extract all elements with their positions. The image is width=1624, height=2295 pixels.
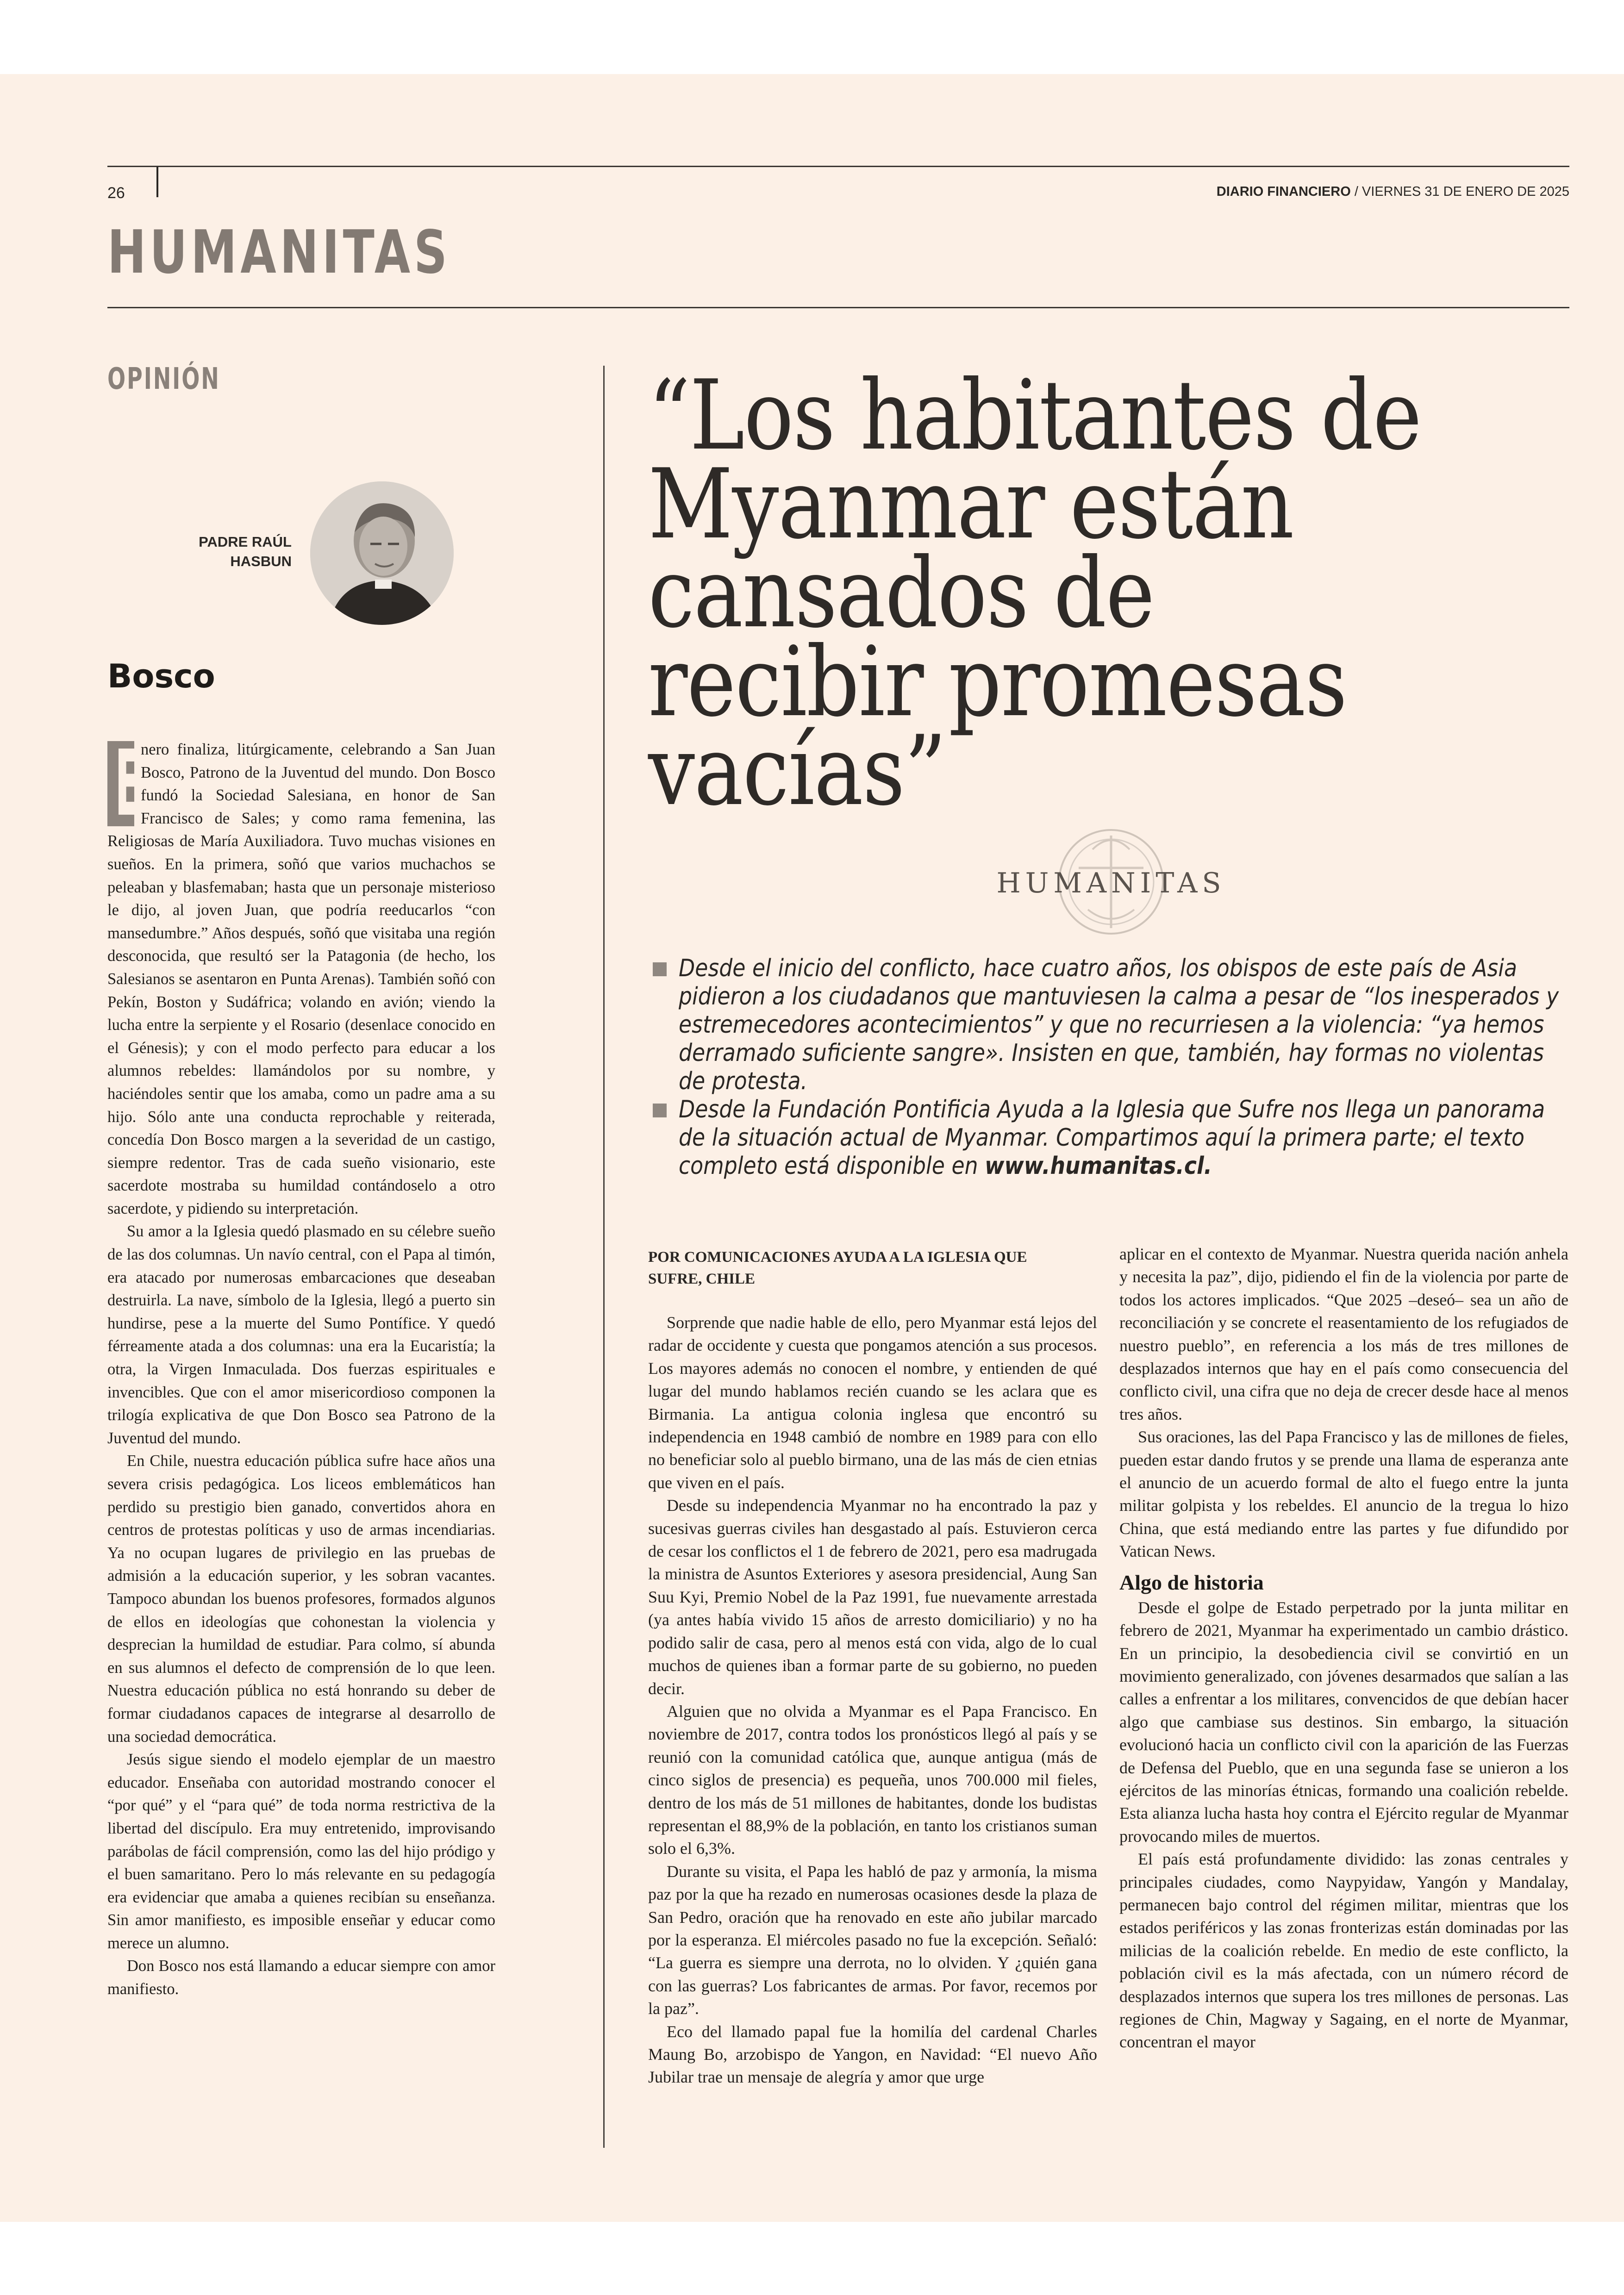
article-column-2	[1119, 1243, 1568, 2054]
column-divider	[603, 366, 605, 2148]
author-name-line2: HASBUN	[230, 553, 292, 569]
author-photo	[310, 481, 454, 625]
summary-bullets	[653, 954, 1574, 1180]
article-paragraph: Alguien que no olvida a Myanmar es el Papa Francisco. En noviembre de 2017, contra todos los pronósticos llegó al país y se reunió con la comunidad católica que, aunque antigua (más de cinco siglos de presencia) es pequeña, unos 700.000 mil fieles, dentro de los más de 51 millones de habitantes, donde los budistas representan el 88,9% de la población, en tanto los cristianos suman solo el 6,3%.	[648, 1702, 1097, 1858]
article-paragraph: Durante su visita, el Papa les habló de paz y armonía, la misma paz por la que ha rezado en numerosas ocasiones desde la plaza de San Pedro, oración que ha renovado en este año jubilar marcado por la esperanza. El miércoles pasado no fue la excepción. Señaló: “La guerra es siempre una derrota, no lo olviden. Y ¿quién gana con las guerras? Los fabricantes de armas. Por favor, recemos por la paz”.	[648, 1862, 1097, 2018]
summary-bullet-text-body: Desde la Fundación Pontificia Ayuda a la Iglesia que Sufre nos llega un panorama de la situación actual de Myanmar. Compartimos aquí la primera parte; el texto completo está disponible en	[679, 1096, 1545, 1180]
article-paragraph: Eco del llamado papal fue la homilía del cardenal Charles Maung Bo, arzobispo de Yangon, en Navidad: “El nuevo Año Jubilar trae un mensaje de alegría y amor que urge	[648, 2022, 1097, 2087]
opinion-title: Bosco	[107, 657, 215, 695]
article-subhead: Algo de historia	[1119, 1570, 1264, 1594]
summary-bullet	[653, 954, 1574, 1096]
masthead-name: DIARIO FINANCIERO	[1216, 184, 1351, 199]
humanitas-logo-text: HUMANITAS	[996, 867, 1226, 899]
article-paragraph: Sus oraciones, las del Papa Francisco y las de millones de fieles, pueden estar dando frutos y se prende una llama de esperanza ante el anuncio de un acuerdo formal de alto el fuego entre la junta militar golpista y los rebeldes. El anuncio de la tregua lo hizo China, que está mediando entre las partes y fue difundido por Vatican News.	[1119, 1428, 1568, 1561]
opinion-paragraph: Su amor a la Iglesia quedó plasmado en su célebre sueño de las dos columnas. Un navío central, con el Papa al timón, era atacado por numerosas embarcaciones que deseaban destruirla. La nave, símbolo de la Iglesia, llegó a puerto sin hundirse, pese a la muerte del Sumo Pontífice. Y quedó férreamente atada a dos columnas: una era la Eucaristía; la otra, la Virgen Inmaculada. Dos fuerzas espirituales e invencibles. Que con el amor misericordioso componen la trilogía explicativa de que Don Bosco sea Patrono de la Juventud del mundo.	[107, 1222, 495, 1447]
opinion-paragraph: En Chile, nuestra educación pública sufre hace años una severa crisis pedagógica. Los liceos emblemáticos han perdido su prestigio bien ganado, convertidos ahora en centros de protestas políticas y uso de armas incendiarias. Ya no ocupan lugares de privilegio en las pruebas de admisión a la educación superior, y les sobran vacantes. Tampoco abundan los buenos profesores, formados algunos de ellos en ideologías que cohonestan la violencia y desprecian la humildad de estudiar. Para colmo, sí abunda en sus alumnos el defecto de comprensión de lo que leen. Nuestra educación pública no está honrando su deber de formar ciudadanos capaces de integrarse al desarrollo de una sociedad democrática.	[107, 1452, 495, 1746]
opinion-label: OPINIÓN	[107, 362, 220, 396]
folio-divider	[156, 167, 158, 197]
drop-cap	[107, 731, 143, 836]
humanitas-link[interactable]: www.humanitas.cl.	[985, 1152, 1212, 1180]
opinion-paragraph: Don Bosco nos está llamando a educar siempre con amor manifiesto.	[107, 1957, 495, 1998]
article-column-1	[648, 1311, 1097, 2089]
opinion-body	[107, 731, 495, 2001]
article-paragraph: El país está profundamente dividido: las zonas centrales y principales ciudades, como Naypyidaw, Yangón y Mandalay, permanecen bajo control del régimen militar, mientras que los estados periféricos y las zonas fronterizas están dominadas por las milicias de la coalición rebelde. En medio de este conflicto, la población civil es la más afectada, con un número récord de desplazados internos que supera los tres millones de personas. Las regiones de Chin, Magway y Sagaing, en el norte de Myanmar, concentran el mayor	[1119, 1850, 1568, 2052]
humanitas-logo	[986, 822, 1236, 942]
article-paragraph: Sorprende que nadie hable de ello, pero Myanmar está lejos del radar de occidente y cuesta que pongamos atención a sus procesos. Los mayores además no conocen el nombre, y entienden de qué lugar del mundo hablamos recién cuando se les aclara que es Birmania. La antigua colonia inglesa que encontró su independencia en 1948 cambió de nombre en 1989 para con ello no beneficiar solo al pueblo birmano, una de las más de cien etnias que viven en el país.	[648, 1313, 1097, 1492]
article-headline: “Los habitantes de Myanmar están cansados de recibir promesas vacías”	[648, 360, 1421, 827]
summary-bullet-text: Desde el inicio del conflicto, hace cuatro años, los obispos de este país de Asia pidieron a los ciudadanos que mantuviesen la calma a pesar de “los inesperados y estremecedores acontecimientos” y que no recurriesen a la violencia: “ya hemos derramado suficiente sangre». Insisten en que, también, hay formas no violentas de protesta.	[679, 954, 1559, 1095]
summary-bullet	[653, 1096, 1574, 1180]
summary-bullet-text	[679, 1096, 1571, 1180]
priest-portrait-icon	[310, 481, 454, 625]
opinion-paragraph: Jesús sigue siendo el modelo ejemplar de un maestro educador. Enseñaba con autoridad mostrando conocer el “por qué” y el “para qué” de toda norma restrictiva de la libertad del discípulo. Era muy entretenido, improvisando parábolas de fácil comprensión, como las del hijo pródigo y el buen samaritano. Pero lo más relevante en su pedagogía era evidenciar que amaba a quienes recibían su enseñanza. Sin amor manifiesto, es imposible enseñar y educar como merece un alumno.	[107, 1751, 495, 1952]
author-name-line1: PADRE RAÚL	[199, 534, 292, 550]
article-byline: POR COMUNICACIONES AYUDA A LA IGLESIA QUE SUFRE, CHILE	[648, 1249, 1027, 1287]
masthead-date: / VIERNES 31 DE ENERO DE 2025	[1354, 184, 1569, 199]
page-number: 26	[107, 184, 125, 202]
article-paragraph: aplicar en el contexto de Myanmar. Nuestra querida nación anhela y necesita la paz”, dijo, pidiendo el fin de la violencia por parte de todos los actores implicados. “Que 2025 –deseó– sea un año de reconciliación y se concrete el reasentamiento de los refugiados de nuestro pueblo”, en referencia a los más de tres millones de desplazados internos que hay en el país como consecuencia del conflicto civil, una cifra que no deja de crecer desde hace al menos tres años.	[1119, 1245, 1568, 1423]
masthead	[1217, 184, 1569, 200]
drop-cap-letter: E	[114, 731, 143, 836]
section-title: HUMANITAS	[107, 218, 451, 287]
top-rule	[107, 166, 1569, 167]
opinion-paragraph: nero finaliza, litúrgicamente, celebrando a San Juan Bosco, Patrono de la Juventud del mundo. Don Bosco fundó la Sociedad Salesiana, en honor de San Francisco de Sales; y como rama femenina, las Religiosas de María Auxiliadora. Tuvo muchas visiones en sueños. En la primera, soñó que varios muchachos se peleaban y blasfemaban; hasta que un personaje misterioso le dijo, al joven Juan, que podría reeducarlos “con mansedumbre.” Años después, soñó que visitaba una región desconocida, que resultó ser la Patagonia (de hecho, los Salesianos se asentaron en Punta Arenas). También soñó con Pekín, Boston y Sudáfrica; volando en avión; viendo la lucha entre la serpiente y el Rosario (desenlace conocido en el Génesis); y con el modo perfecto para educar a los alumnos rebeldes: llamándolos por su nombre, y haciéndoles sentir que los amaba, como un padre ama a su hijo. Sólo ante una conducta reprochable y reiterada, concedía Don Bosco margen a la severidad de un castigo, siempre redentor. Tras de cada sueño visionario, este sacerdote mostraba su humildad contándoselo a otro sacerdote, y pidiendo su interpretación.	[107, 741, 495, 1217]
article-paragraph: Desde su independencia Myanmar no ha encontrado la paz y sucesivas guerras civiles han desgastado al país. Estuvieron cerca de cesar los conflictos el 1 de febrero de 2021, pero esa madrugada la ministra de Asuntos Exteriores y asesora presidencial, Aung San Suu Kyi, Premio Nobel de la Paz 1991, fue nuevamente arrestada (ya antes había vivido 15 años de arresto domiciliario) y no ha podido salir de casa, pero al menos está con vida, algo de lo cual muchos de quienes iban a formar parte de su gobierno, no pueden decir.	[648, 1496, 1097, 1698]
article-paragraph: Desde el golpe de Estado perpetrado por la junta militar en febrero de 2021, Myanmar ha experimentado un cambio drástico. En un principio, la desobediencia civil se convirtió en un movimiento generalizado, con jóvenes desarmados que salían a las calles a enfrentar a los militares, convencidos de que debían hacer algo que cambiase sus destinos. Sin embargo, la situación evolucionó hacia un conflicto civil con la aparición de las Fuerzas de Defensa del Pueblo, que en una segunda fase se unieron a los ejércitos de las minorías étnicas, formando una coalición rebelde. Esta alianza lucha hasta hoy contra el Ejército regular de Myanmar provocando miles de muertos.	[1119, 1598, 1568, 1846]
author-name	[176, 532, 292, 571]
section-rule	[107, 307, 1569, 308]
